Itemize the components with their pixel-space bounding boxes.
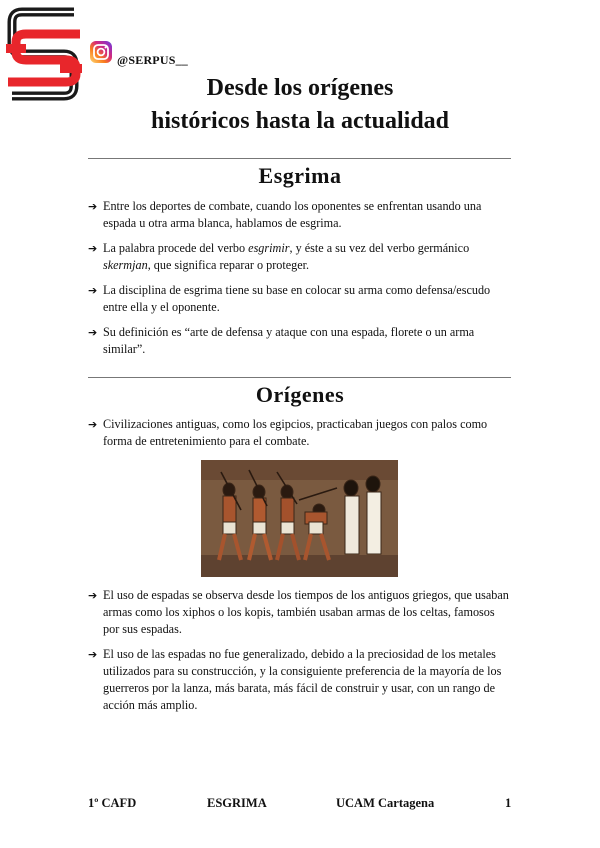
arrow-bullet-icon: ➔ [88, 284, 98, 297]
bullet-text-mid: , y éste a su vez del verbo germánico [289, 241, 470, 255]
instagram-handle: @SERPUS__ [117, 53, 188, 67]
esgrima-bullet-list [88, 198, 513, 358]
divider-top [88, 158, 511, 159]
emphasis-esgrimir: esgrimir [248, 241, 290, 255]
section-title-esgrima: Esgrima [258, 163, 342, 188]
section-title-origenes: Orígenes [255, 382, 345, 407]
list-item [88, 324, 513, 358]
bullet-text: El uso de las espadas no fue generalizado, debido a la preciosidad de los metales utilizados para su construcción, y la consiguiente preferencia de la mayoría de los guerreros por la lanza, más barata, más fácil de construir y usar, con un rango de acción más amplio. [103, 647, 502, 712]
bullet-text-pre: La palabra procede del verbo [103, 241, 249, 255]
divider-middle [88, 377, 511, 378]
footer-institution: UCAM Cartagena [336, 796, 435, 810]
arrow-bullet-icon: ➔ [88, 648, 98, 661]
arrow-bullet-icon: ➔ [88, 326, 98, 339]
bullet-text: Su definición es “arte de defensa y ataque con una espada, florete o un arma similar”. [103, 325, 475, 356]
bullet-text: Entre los deportes de combate, cuando los oponentes se enfrentan usando una espada u otra arma blanca, hablamos de esgrima. [103, 199, 482, 230]
list-item [88, 646, 513, 714]
arrow-bullet-icon: ➔ [88, 418, 98, 431]
emphasis-skermjan: skermjan [103, 258, 148, 272]
bullet-text: El uso de espadas se observa desde los tiempos de los antiguos griegos, que usaban armas como los xiphos o los kopis, también usaban armas de los celtas, famosos por sus espadas. [103, 588, 509, 636]
list-item [88, 198, 513, 232]
list-item [88, 240, 513, 274]
instagram-icon [89, 40, 113, 64]
footer-subject: ESGRIMA [207, 796, 267, 810]
footer-course: 1º CAFD [88, 796, 137, 810]
title-line-2: históricos hasta la actualidad [150, 108, 450, 134]
list-item [88, 416, 513, 450]
origenes-bullet-list-1 [88, 416, 513, 450]
origenes-bullet-list-2 [88, 587, 513, 714]
page-number: 1 [505, 796, 512, 810]
egyptian-stick-fighting-mural [201, 460, 398, 577]
bullet-text: Civilizaciones antiguas, como los egipcios, practicaban juegos con palos como forma de entretenimiento para el combate. [103, 417, 488, 448]
arrow-bullet-icon: ➔ [88, 200, 98, 213]
arrow-bullet-icon: ➔ [88, 589, 98, 602]
list-item [88, 282, 513, 316]
page-title [0, 72, 600, 138]
list-item [88, 587, 513, 638]
arrow-bullet-icon: ➔ [88, 242, 98, 255]
bullet-text: La disciplina de esgrima tiene su base en colocar su arma como defensa/escudo entre ella y el oponente. [103, 283, 491, 314]
bullet-text-post: , que significa reparar o proteger. [147, 258, 310, 272]
title-line-1: Desde los orígenes [206, 75, 394, 101]
